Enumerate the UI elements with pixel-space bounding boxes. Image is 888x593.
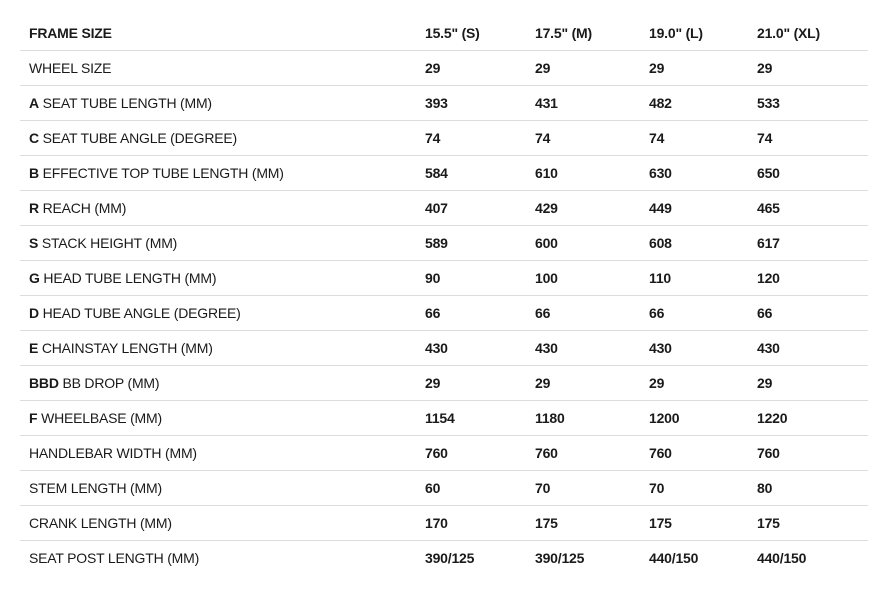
measurement-name: REACH (MM): [42, 200, 127, 216]
value-cell-m: 430: [526, 331, 640, 366]
measurement-name: WHEELBASE (MM): [41, 410, 162, 426]
measurement-name: WHEEL SIZE: [29, 60, 112, 76]
measurement-label: [20, 366, 416, 401]
value-cell-m: 431: [526, 86, 640, 121]
measurement-name: STEM LENGTH (MM): [29, 480, 162, 496]
value-cell-m: 66: [526, 296, 640, 331]
value-cell-xl: 29: [748, 51, 868, 86]
measurement-label: [20, 436, 416, 471]
measurement-code: F: [29, 410, 38, 426]
value-cell-xl: 120: [748, 261, 868, 296]
measurement-code: A: [29, 95, 39, 111]
value-cell-l: 630: [640, 156, 748, 191]
measurement-label: [20, 191, 416, 226]
value-cell-s: 170: [416, 506, 526, 541]
value-cell-xl: 440/150: [757, 550, 807, 566]
table-row: [20, 506, 868, 541]
measurement-code: E: [29, 340, 39, 356]
value-cell-l: 482: [640, 86, 748, 121]
value-cell-s: 430: [416, 331, 526, 366]
value-cell-s: 589: [416, 226, 526, 261]
value-cell-s: 29: [416, 51, 526, 86]
value-cell-m: 600: [526, 226, 640, 261]
value-cell-l: 175: [640, 506, 748, 541]
measurement-name: CRANK LENGTH (MM): [29, 515, 172, 531]
value-cell-l: 29: [640, 366, 748, 401]
measurement-label: [20, 261, 416, 296]
measurement-code: R: [29, 200, 39, 216]
table-row: [20, 261, 868, 296]
measurement-label: [20, 401, 416, 436]
measurement-name: SEAT TUBE ANGLE (DEGREE): [42, 130, 237, 146]
value-cell-s: 1154: [416, 401, 526, 436]
value-cell-xl: 617: [748, 226, 868, 261]
size-heading-xl: 21.0" (XL): [748, 16, 868, 51]
value-cell-l: 440/150: [649, 550, 699, 566]
table-row: [20, 156, 868, 191]
value-cell-m: 390/125: [535, 550, 585, 566]
value-cell-xl: 760: [748, 436, 868, 471]
value-cell-xl: 29: [748, 366, 868, 401]
value-cell-s: 390/125: [425, 550, 475, 566]
value-cell-m: 70: [526, 471, 640, 506]
measurement-label: [20, 156, 416, 191]
table-row: [20, 51, 868, 86]
value-cell-xl: 533: [748, 86, 868, 121]
header-row: [20, 16, 868, 51]
value-cell-xl: 430: [748, 331, 868, 366]
measurement-name: SEAT TUBE LENGTH (MM): [42, 95, 212, 111]
table-row: [20, 86, 868, 121]
value-cell-m: 1180: [526, 401, 640, 436]
value-cell-m: 29: [526, 51, 640, 86]
value-cell-xl: 650: [748, 156, 868, 191]
value-cell-l: 66: [640, 296, 748, 331]
value-cell-s: 90: [416, 261, 526, 296]
measurement-name: SEAT POST LENGTH (MM): [29, 550, 200, 566]
value-cell-s: 760: [416, 436, 526, 471]
measurement-label: [20, 226, 416, 261]
value-cell-l: 29: [640, 51, 748, 86]
measurement-label: [20, 331, 416, 366]
value-cell-xl: 80: [748, 471, 868, 506]
value-cell-m: 100: [526, 261, 640, 296]
measurement-code: S: [29, 235, 39, 251]
value-cell-s: 29: [416, 366, 526, 401]
size-heading-s: 15.5" (S): [416, 16, 526, 51]
value-cell-l: 110: [640, 261, 748, 296]
value-cell-m: 175: [526, 506, 640, 541]
value-cell-s: 74: [416, 121, 526, 156]
table-row: [20, 401, 868, 436]
measurement-code: G: [29, 270, 40, 286]
table-row: [20, 436, 868, 471]
value-cell-s: 60: [416, 471, 526, 506]
measurement-code: C: [29, 130, 39, 146]
table-row: [20, 471, 868, 506]
geometry-table: [20, 16, 868, 575]
size-heading-l: 19.0" (L): [640, 16, 748, 51]
value-cell-l: 760: [640, 436, 748, 471]
value-cell-s: 66: [416, 296, 526, 331]
table-row: [20, 541, 868, 576]
value-cell-m: 29: [526, 366, 640, 401]
value-cell-l: 74: [640, 121, 748, 156]
measurement-name: HEAD TUBE ANGLE (DEGREE): [42, 305, 241, 321]
value-cell-l: 430: [640, 331, 748, 366]
value-cell-m: 610: [526, 156, 640, 191]
measurement-name: HEAD TUBE LENGTH (MM): [43, 270, 217, 286]
size-heading-m: 17.5" (M): [526, 16, 640, 51]
measurement-label: [20, 471, 416, 506]
value-cell-s: 407: [416, 191, 526, 226]
value-cell-s: 393: [416, 86, 526, 121]
table-row: [20, 366, 868, 401]
value-cell-m: 760: [526, 436, 640, 471]
value-cell-l: 608: [640, 226, 748, 261]
measurement-name: EFFECTIVE TOP TUBE LENGTH (MM): [42, 165, 284, 181]
measurement-code: B: [29, 165, 39, 181]
value-cell-l: 70: [640, 471, 748, 506]
value-cell-xl: 175: [748, 506, 868, 541]
table-row: [20, 331, 868, 366]
table-row: [20, 296, 868, 331]
measurement-name: HANDLEBAR WIDTH (MM): [29, 445, 197, 461]
frame-size-heading: FRAME SIZE: [20, 16, 416, 51]
measurement-label: [20, 541, 416, 576]
measurement-code: BBD: [29, 375, 59, 391]
table-row: [20, 121, 868, 156]
measurement-name: BB DROP (MM): [62, 375, 160, 391]
geometry-table-body: [20, 51, 868, 576]
measurement-label: [20, 51, 416, 86]
value-cell-xl: 66: [748, 296, 868, 331]
measurement-label: [20, 296, 416, 331]
table-row: [20, 191, 868, 226]
value-cell-l: 449: [640, 191, 748, 226]
measurement-label: [20, 121, 416, 156]
measurement-code: D: [29, 305, 39, 321]
value-cell-xl: 1220: [748, 401, 868, 436]
measurement-label: [20, 506, 416, 541]
measurement-name: CHAINSTAY LENGTH (MM): [41, 340, 213, 356]
value-cell-m: 429: [526, 191, 640, 226]
table-row: [20, 226, 868, 261]
value-cell-l: 1200: [640, 401, 748, 436]
value-cell-xl: 74: [748, 121, 868, 156]
geometry-table-header: [20, 16, 868, 51]
value-cell-xl: 465: [748, 191, 868, 226]
measurement-label: [20, 86, 416, 121]
value-cell-m: 74: [526, 121, 640, 156]
value-cell-s: 584: [416, 156, 526, 191]
measurement-name: STACK HEIGHT (MM): [41, 235, 178, 251]
